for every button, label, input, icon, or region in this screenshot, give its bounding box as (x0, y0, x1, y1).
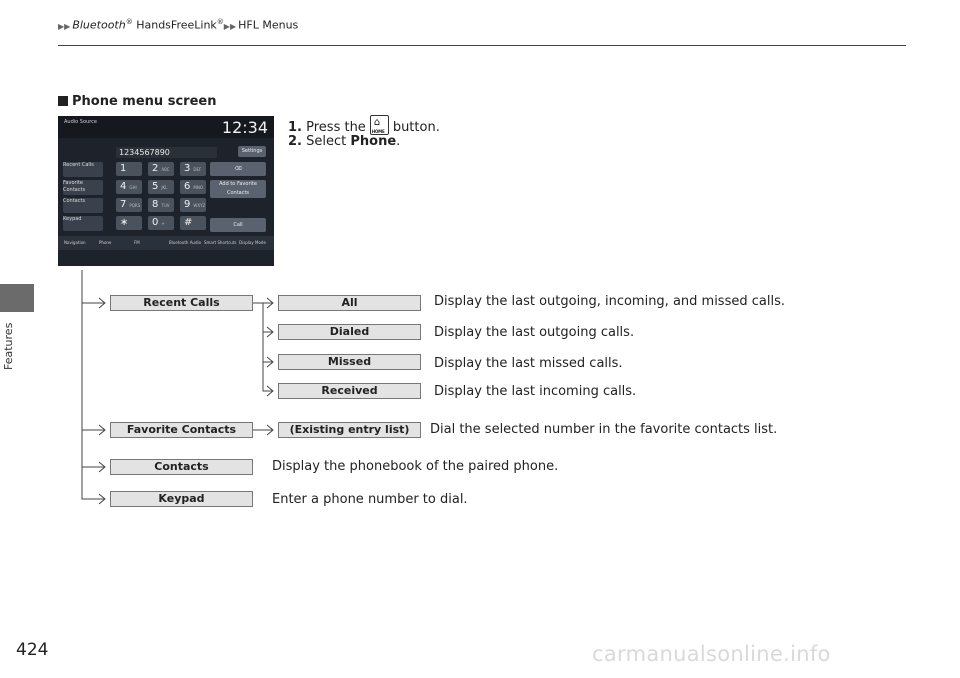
desc-keypad: Enter a phone number to dial. (272, 492, 468, 507)
step-2-period: . (396, 134, 401, 149)
screen-key-letters: ABC (161, 167, 170, 172)
screen-key-digit: 7 (120, 199, 127, 210)
screen-key-digit: ∗ (120, 217, 129, 228)
screen-key-letters: DEF (193, 167, 202, 172)
number-field: 1234567890 (116, 147, 217, 158)
desc-missed: Display the last missed calls. (434, 356, 623, 371)
screen-key-digit: 2 (152, 163, 159, 174)
screen-key-letters: PQRS (129, 203, 141, 208)
screen-bottom-item: Smart Shortcuts (204, 240, 237, 245)
screen-key-digit: # (184, 217, 193, 228)
menu-existing-entry-list: (Existing entry list) (278, 422, 421, 438)
screen-key-digit: 3 (184, 163, 191, 174)
screen-key-letters: WXYZ (193, 203, 206, 208)
menu-recent-calls: Recent Calls (110, 295, 253, 311)
breadcrumb-bluetooth: Bluetooth (72, 18, 126, 32)
breadcrumb-handsfreelink: HandsFreeLink (136, 18, 217, 32)
step-2-number: 2. (288, 134, 302, 149)
watermark: carmanualsonline.info (592, 642, 831, 666)
step-2-phone: Phone (350, 134, 397, 149)
screen-key-digit: 4 (120, 181, 127, 192)
desc-received: Display the last incoming calls. (434, 384, 637, 399)
screen-recent-calls: Recent Calls (63, 162, 103, 177)
screen-key-letters: + (161, 221, 165, 226)
screen-key-digit: 6 (184, 181, 191, 192)
menu-all: All (278, 295, 421, 311)
triangle-icon: ▶▶ (58, 21, 71, 31)
menu-keypad: Keypad (110, 491, 253, 507)
screen-key-digit: 5 (152, 181, 159, 192)
step-1-number: 1. (288, 120, 302, 135)
step-2-text: Select (306, 134, 347, 149)
screen-contacts: Contacts (63, 198, 103, 213)
screen-bottom-item: Bluetooth Audio (169, 240, 202, 245)
add-favorite-button: Add to Favorite Contacts (210, 180, 266, 198)
menu-favorite-contacts: Favorite Contacts (110, 422, 253, 438)
screen-key-letters: JKL (161, 185, 168, 190)
screen-favorite-contacts: Favorite Contacts (63, 180, 103, 195)
screen-key-letters: TUV (161, 203, 170, 208)
screen-bottom-item: Phone (99, 240, 112, 245)
desc-all: Display the last outgoing, incoming, and missed calls. (434, 294, 785, 309)
screen-bottom-item: FM (134, 240, 140, 245)
home-label: HOME (371, 129, 385, 134)
screen-bottom-item: Display Mode (239, 240, 266, 245)
breadcrumb-hfl-menus: HFL Menus (238, 18, 299, 32)
menu-dialed: Dialed (278, 324, 421, 340)
registered-mark: ® (216, 18, 224, 26)
screen-key-digit: 8 (152, 199, 159, 210)
section-heading-text: Phone menu screen (72, 94, 217, 109)
menu-missed: Missed (278, 354, 421, 370)
menu-received: Received (278, 383, 421, 399)
desc-existing: Dial the selected number in the favorite contacts list. (430, 422, 778, 437)
screen-key-digit: 9 (184, 199, 191, 210)
desc-contacts: Display the phonebook of the paired phone. (272, 459, 559, 474)
step-1-text: Press the (306, 120, 366, 135)
call-button: Call (210, 218, 266, 232)
desc-dialed: Display the last outgoing calls. (434, 325, 635, 340)
audio-source-label: Audio Source (64, 119, 97, 125)
chapter-label: Features (2, 322, 15, 370)
screen-key-letters: GHI (129, 185, 137, 190)
screen-bottom-item: Navigation (64, 240, 86, 245)
registered-mark: ® (125, 18, 133, 26)
menu-contacts: Contacts (110, 459, 253, 475)
page-number: 424 (16, 640, 49, 660)
settings-button: Settings (238, 146, 266, 157)
backspace-key: ⌫ (210, 162, 266, 176)
clock: 12:34 (221, 118, 268, 137)
triangle-icon: ▶▶ (223, 21, 237, 31)
house-icon: ⌂ (373, 117, 381, 128)
screen-key-letters: MNO (193, 185, 203, 190)
screen-key-digit: 1 (120, 163, 127, 174)
screen-key-digit: 0 (152, 217, 159, 228)
screen-keypad: Keypad (63, 216, 103, 231)
step-1-text-end: button. (392, 120, 440, 135)
